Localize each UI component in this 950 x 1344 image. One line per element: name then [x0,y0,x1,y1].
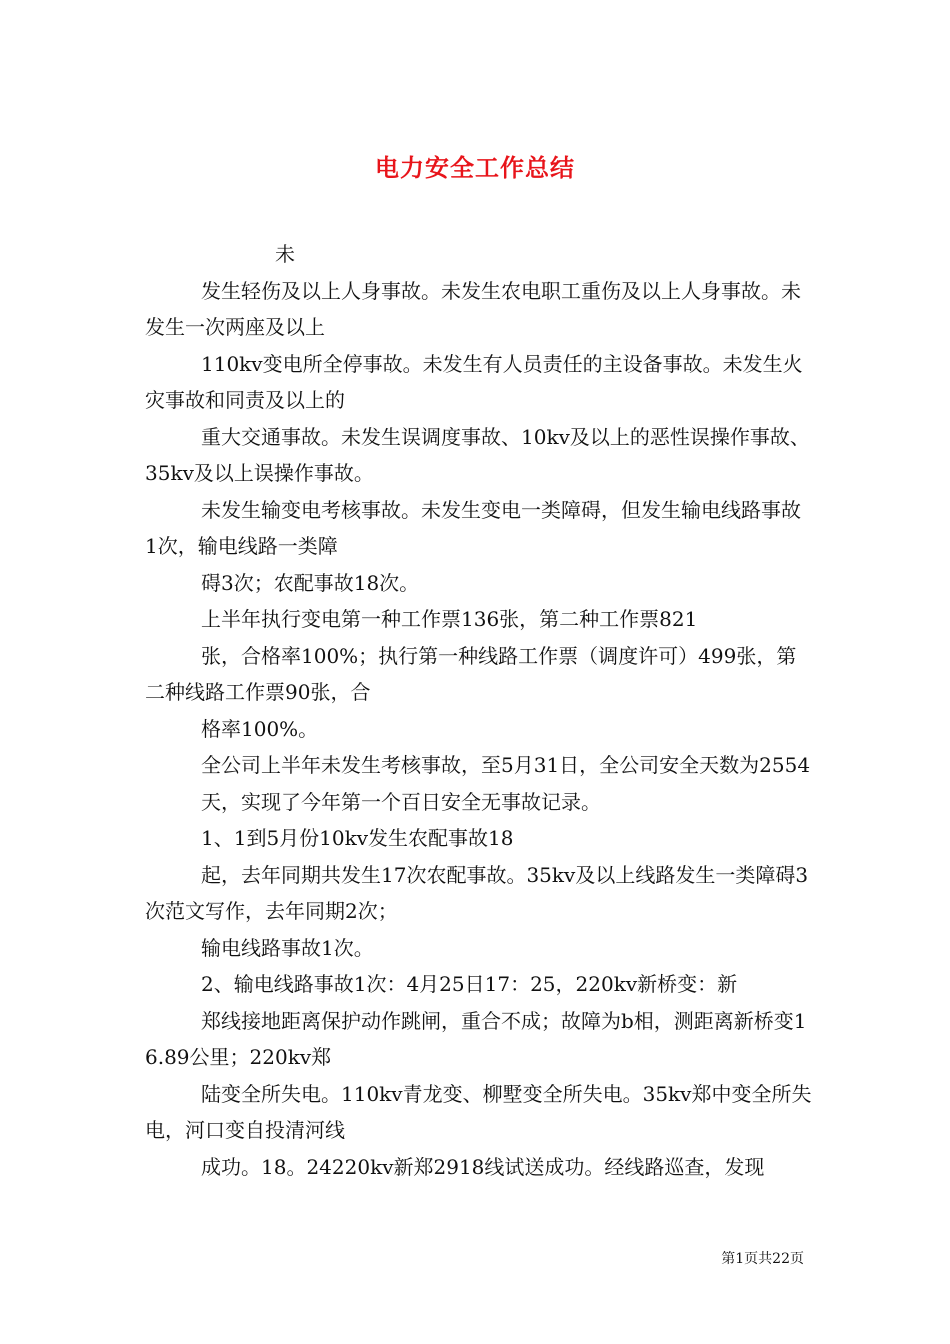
paragraph: 上半年执行变电第一种工作票136张，第二种工作票821 [201,607,698,631]
paragraph: 起，去年同期共发生17次农配事故。35kv及以上线路发生一类障碍3次范文写作，去年同期2次； [145,862,809,923]
paragraph: 成功。18。24220kv新郑2918线试送成功。经线路巡查，发现 [201,1154,765,1179]
document-body [145,236,813,1185]
paragraph: 1、1到5月份10kv发生农配事故18 [201,826,514,850]
paragraph: 陆变全所失电。110kv青龙变、柳墅变全所失电。35kv郑中变全所失电，河口变自投清河线 [145,1081,812,1142]
paragraph: 郑线接地距离保护动作跳闸，重合不成；故障为b相，测距离新桥变16.89公里；220kv郑 [145,1008,807,1069]
paragraph: 110kv变电所全停事故。未发生有人员责任的主设备事故。未发生火灾事故和同责及以上的 [145,351,803,412]
paragraph: 发生轻伤及以上人身事故。未发生农电职工重伤及以上人身事故。未发生一次两座及以上 [145,278,801,339]
paragraph: 未 [275,242,295,266]
paragraph: 未发生输变电考核事故。未发生变电一类障碍，但发生输电线路事故1次，输电线路一类障 [145,497,801,558]
paragraph: 重大交通事故。未发生误调度事故、10kv及以上的恶性误操作事故、35kv及以上误操作事故。 [145,424,810,485]
paragraph: 张，合格率100%；执行第一种线路工作票（调度许可）499张，第二种线路工作票90张，合 [145,643,797,704]
document-title: 电力安全工作总结 [375,153,575,183]
paragraph: 全公司上半年未发生考核事故，至5月31日，全公司安全天数为2554 [201,753,811,777]
paragraph: 输电线路事故1次。 [201,935,374,960]
paragraph: 格率100%。 [201,716,319,741]
page-number: 第1页共22页 [721,1251,804,1267]
paragraph: 碍3次；农配事故18次。 [201,570,420,595]
paragraph: 天，实现了今年第一个百日安全无事故记录。 [201,789,601,814]
paragraph: 2、输电线路事故1次：4月25日17：25，220kv新桥变：新 [201,972,738,996]
